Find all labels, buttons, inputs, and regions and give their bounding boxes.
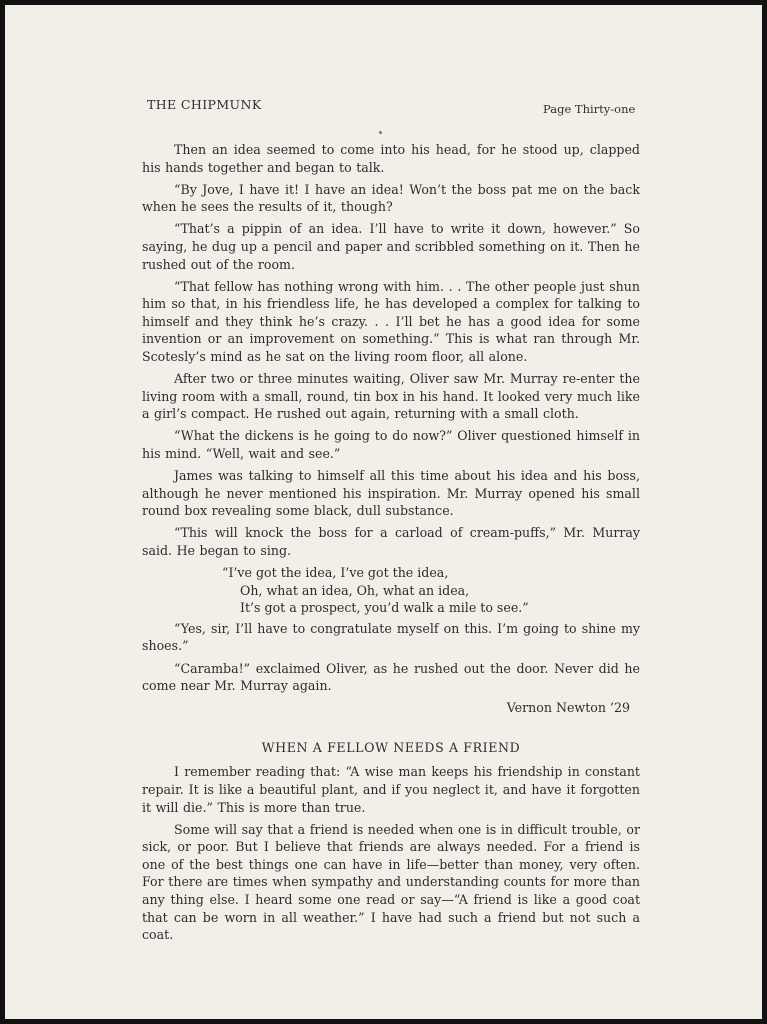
essay-paragraph: I remember reading that: “A wise man keeps his friendship in constant repair. It is like a beautiful plant, and if you neglect it, and have it forgotten it will die.” This is more than true. bbox=[142, 764, 640, 815]
story-paragraph: “That’s a pippin of an idea. I’ll have to write it down, however.” So saying, he dug up a pencil and paper and scribbled something on it. Then he rushed out of the room. bbox=[142, 221, 640, 272]
story-paragraph: After two or three minutes waiting, Oliver saw Mr. Murray re-enter the living room with a small, round, tin box in his hand. It looked very much like a girl’s compact. He rushed out again, returning with a small cloth. bbox=[142, 371, 640, 422]
song-line: Oh, what an idea, Oh, what an idea, bbox=[240, 582, 470, 598]
author-signature: Vernon Newton ’29 bbox=[506, 700, 630, 716]
essay-title: WHEN A FELLOW NEEDS A FRIEND bbox=[261, 739, 521, 755]
page-body bbox=[142, 141, 640, 948]
story-paragraph: “This will knock the boss for a carload of cream-puffs,” Mr. Murray said. He began to sing. bbox=[142, 525, 640, 558]
ink-speck bbox=[379, 131, 382, 134]
story-paragraph: James was talking to himself all this time about his idea and his boss, although he never mentioned his inspiration. Mr. Murray opened his small round box revealing some black, dull substance. bbox=[142, 468, 640, 519]
story-paragraph: “What the dickens is he going to do now?” Oliver questioned himself in his mind. “Well, wait and see.” bbox=[142, 428, 640, 461]
song-verse bbox=[142, 564, 640, 617]
story-paragraph: “Yes, sir, I’ll have to congratulate myself on this. I’m going to shine my shoes.” bbox=[142, 620, 640, 654]
song-line: It’s got a prospect, you’d walk a mile to see.” bbox=[240, 600, 529, 616]
page-number: Page Thirty-one bbox=[543, 102, 636, 116]
essay-paragraph: Some will say that a friend is needed when one is in difficult trouble, or sick, or poor. But I believe that friends are always needed. For a friend is one of the best things one can have in life—better than money, very often. For there are times when sympathy and understanding counts for more than any thing else. I heard some one read or say—“A friend is like a good coat that can be worn in all weather.” I have had such a friend but not such a coat. bbox=[142, 821, 640, 943]
page bbox=[5, 5, 762, 1019]
story-paragraph: “Caramba!” exclaimed Oliver, as he rushed out the door. Never did he come near Mr. Murray again. bbox=[142, 660, 640, 694]
running-title: THE CHIPMUNK bbox=[147, 97, 262, 112]
story-paragraph: “By Jove, I have it! I have an idea! Won’t the boss pat me on the back when he sees the results of it, though? bbox=[142, 181, 640, 215]
song-line: “I’ve got the idea, I’ve got the idea, bbox=[222, 565, 449, 581]
story-paragraph: Then an idea seemed to come into his head, for he stood up, clapped his hands together and began to talk. bbox=[142, 142, 640, 175]
story-paragraph: “That fellow has nothing wrong with him. . . The other people just shun him so that, in his friendless life, he has developed a complex for talking to himself and they think he’s crazy. . . I’ll bet he has a good idea for some invention or an improvement on something.” This is what ran through Mr. Scotesly’s mind as he sat on the living room floor, all alone. bbox=[142, 278, 640, 365]
